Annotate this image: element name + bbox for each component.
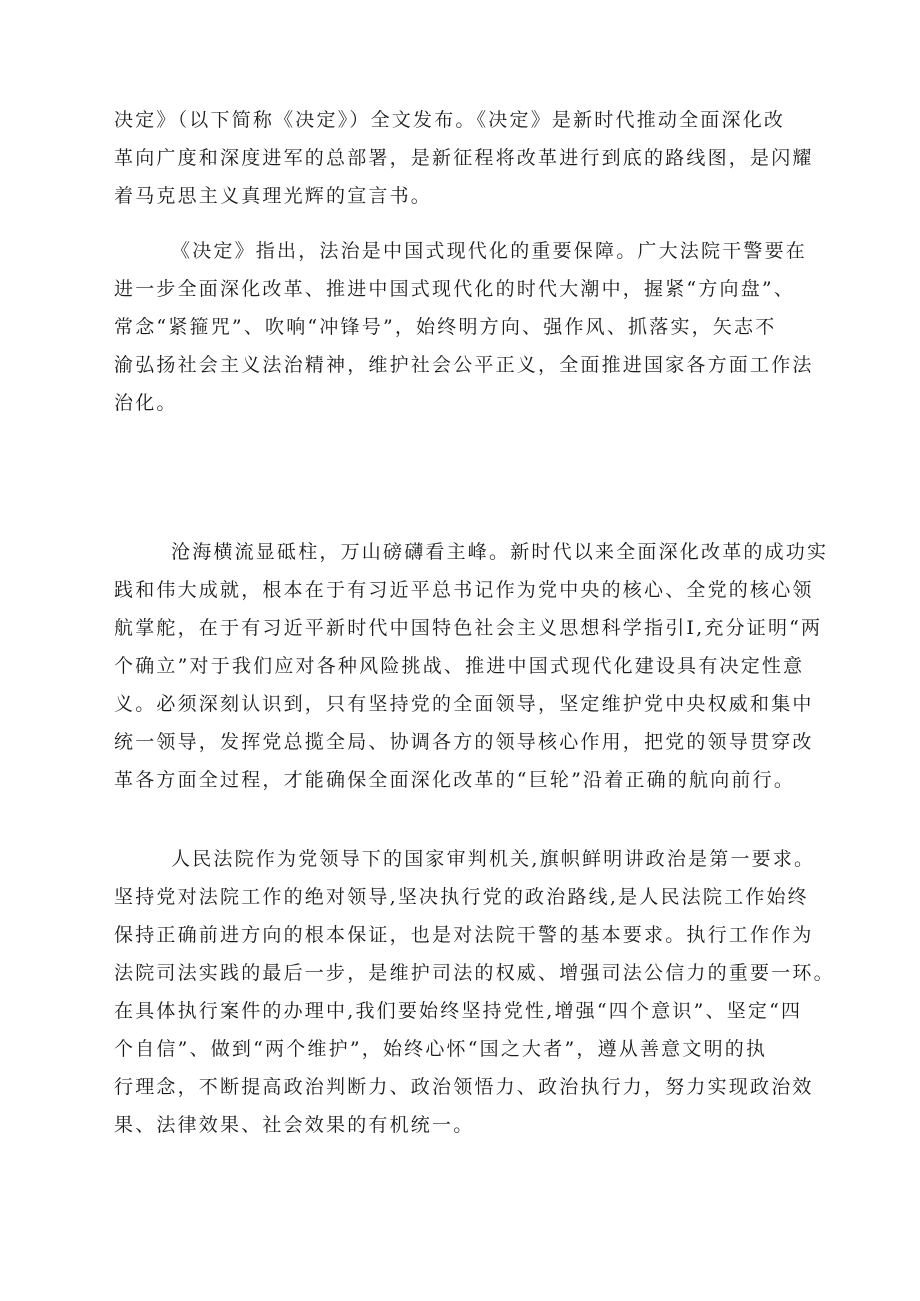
paragraph-line: 果、法律效果、社会效果的有机统一。 [114, 1114, 475, 1136]
paragraph-line: 人民法院作为党领导下的国家审判机关,旗帜鲜明讲政治是第一要求。 [171, 848, 816, 870]
paragraph-line: 进一步全面深化改革、推进中国式现代化的时代大潮中，握紧“方向盘”、 [114, 278, 796, 300]
paragraph-rule-of-law [114, 232, 824, 422]
heading-line [114, 450, 830, 490]
paragraph-line: 践和伟大成就，根本在于有习近平总书记作为党中央的核心、全党的核心领 [114, 579, 814, 601]
paragraph-line: 渝弘扬社会主义法治精神，维护社会公平正义，全面推进国家各方面工作法 [114, 354, 814, 376]
paragraph-line: 革各方面全过程，才能确保全面深化改革的“巨轮”沿着正确的航向前行。 [114, 769, 796, 791]
paragraph-line: 常念“紧箍咒”、吹响“冲锋号”，始终明方向、强作风、抓落实，矢志不 [114, 316, 777, 338]
paragraph-line: 统一领导，发挥党总揽全局、协调各方的领导核心作用，把党的领导贯穿改 [114, 731, 814, 753]
paragraph-decision-intro [114, 101, 824, 215]
heading-line [114, 490, 830, 530]
paragraph-line: 革向广度和深度进军的总部署，是新征程将改革进行到底的路线图，是闪耀 [114, 147, 814, 169]
paragraph-peoples-court [114, 840, 835, 1144]
paragraph-line: 着马克思主义真理光辉的宣言书。 [114, 185, 433, 207]
paragraph-line: 法院司法实践的最后一步，是维护司法的权威、增强司法公信力的重要一环。 [114, 962, 835, 984]
paragraph-line: 行理念，不断提高政治判断力、政治领悟力、政治执行力，努力实现政治效 [114, 1076, 814, 1098]
paragraph-line: 个确立”对于我们应对各种风险挑战、推进中国式现代化建设具有决定性意 [114, 655, 805, 677]
paragraph-line: 个自信”、做到“两个维护”，始终心怀“国之大者”，遵从善意文明的执 [114, 1038, 768, 1060]
paragraph-line: 《决定》指出，法治是中国式现代化的重要保障。广大法院干警要在 [171, 240, 808, 262]
paragraph-line: 治化。 [114, 392, 178, 414]
paragraph-line: 义。必须深刻认识到，只有坚持党的全面领导，坚定维护党中央权威和集中 [114, 693, 814, 715]
paragraph-party-leadership [114, 533, 829, 799]
paragraph-line: 保持正确前进方向的根本保证，也是对法院干警的基本要求。执行工作作为 [114, 924, 814, 946]
paragraph-line: 航掌舵，在于有习近平新时代中国特色社会主义思想科学指引I,充分证明“两 [114, 617, 823, 639]
paragraph-line: 沧海横流显砥柱，万山磅礴看主峰。新时代以来全面深化改革的成功实 [171, 541, 829, 563]
paragraph-line: 在具体执行案件的办理中,我们要始终坚持党性,增强“四个意识”、坚定“四 [114, 1000, 803, 1022]
paragraph-line: 决定》（以下简称《决定》）全文发布。《决定》是新时代推动全面深化改 [114, 109, 786, 131]
section-heading-1 [114, 450, 830, 530]
paragraph-line: 坚持党对法院工作的绝对领导,坚决执行党的政治路线,是人民法院工作始终 [114, 886, 809, 908]
